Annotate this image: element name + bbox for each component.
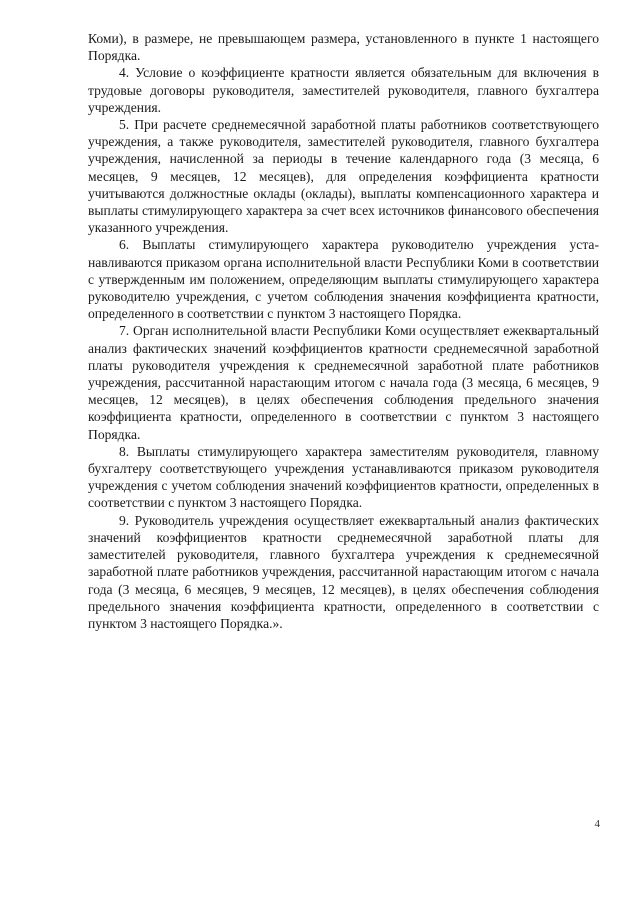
- paragraph-item-9: 9. Руководитель учреждения осуществляет ежеквартальный анализ фактических значений коэффициентов кратности среднемесячной заработной платы для заместителей руководителя, главного бухгалтера учреждения к среднемесячной заработной плате работников учреждения, рассчитанной нарастающим итогом с начала года (3 месяца, 6 месяцев, 9 месяцев, 12 месяцев), в целях обеспечения соблюдения предельного значения коэффициента кратности, определенного в соответствии с пунктом 3 настоящего Порядка.».: [88, 512, 599, 631]
- document-body: [88, 30, 599, 632]
- page-number: 4: [594, 818, 600, 830]
- paragraph-item-6: 6. Выплаты стимулирующего характера руководителю учреждения устанавливаются приказом органа исполнительной власти Республики Коми в соответствии с утвержденным им положением, определяющим выплаты стимулирующего характера руководителю учреждения, с учетом соблюдения значения коэффициента кратности, определенного в соответствии с пунктом 3 настоящего Порядка.: [88, 237, 599, 322]
- paragraph-item-7: 7. Орган исполнительной власти Республики Коми осуществляет ежеквартальный анализ фактических значений коэффициентов кратности среднемесячной заработной платы руководителя учреждения к среднемесячной заработной плате работников учреждения, рассчитанной нарастающим итогом с начала года (3 месяца, 6 месяцев, 9 месяцев, 12 месяцев), в целях обеспечения соблюдения предельного значения коэффициента кратности, определенного в соответствии с пунктом 3 настоящего Порядка.: [88, 323, 599, 442]
- paragraph-item-5: 5. При расчете среднемесячной заработной платы работников соответствующего учреждения, а также руководителя, заместителей руководителя, главного бухгалтера учреждения, начисленной за периоды в течение календарного года (3 месяца, 6 месяцев, 9 месяцев, 12 месяцев), для определения коэффициента кратности учитываются должностные оклады (оклады), выплаты компенсационного характера и выплаты стимулирующего характера за счет всех источников финансового обеспечения указанного учреждения.: [88, 117, 599, 236]
- paragraph-item-4: 4. Условие о коэффициенте кратности является обязательным для включения в трудовые договоры руководителя, заместителей руководителя, главного бухгалтера учреждения.: [88, 65, 599, 115]
- paragraph-continuation: Коми), в размере, не превышающем размера, установленного в пункте 1 настоящего Порядка.: [88, 31, 599, 64]
- paragraph-item-8: 8. Выплаты стимулирующего характера заместителям руководителя, главному бухгалтеру соответствующего учреждения устанавливаются приказом руководителя учреждения с учетом соблюдения значений коэффициентов кратности, определенных в соответствии с пунктом 3 настоящего Порядка.: [88, 443, 599, 511]
